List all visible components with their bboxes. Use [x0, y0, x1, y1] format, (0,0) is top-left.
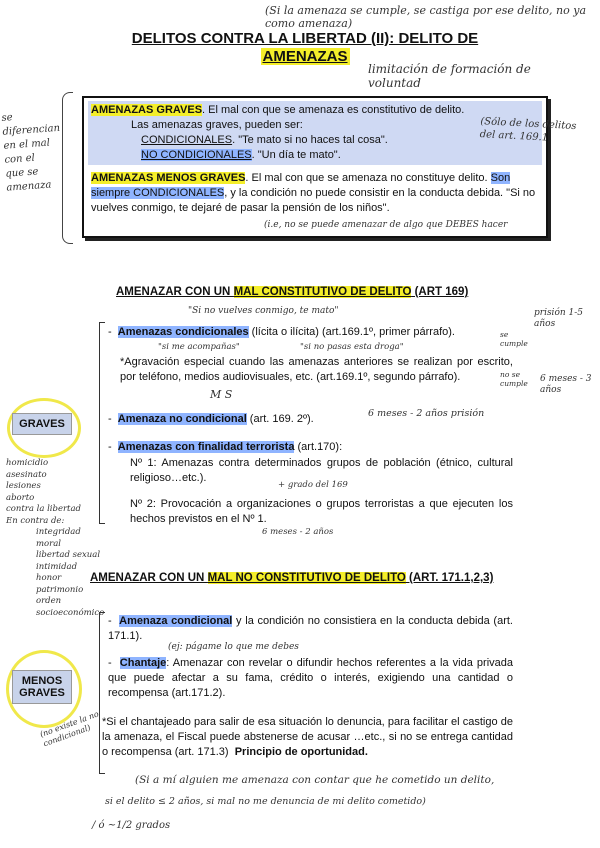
lista-item-4: contra la libertad — [6, 504, 81, 514]
box-menos-graves — [91, 171, 541, 216]
handwritten-ms: M S — [210, 388, 233, 401]
terrorista-n1: Nº 1: Amenazas contra determinados grupos de población (étnico, cultural religioso…etc.). — [130, 457, 513, 484]
handwritten-prision: prisión 1-5 años — [534, 308, 584, 329]
menos-item-2-heading: Chantaje — [119, 657, 167, 669]
section2-prefix: AMENAZAR CON UN — [90, 572, 208, 584]
handwritten-final-3: / ó ~1/2 grados — [92, 820, 171, 831]
title-line1: DELITOS CONTRA LA LIBERTAD (II): DELITO DE — [131, 30, 479, 47]
no-condicionales-line — [91, 148, 541, 163]
menos-nota-text: *Si el chantajeado para salir de esa situación lo denuncia, para facilitar el castigo de la amenaza, el Fiscal puede abstenerse de acusar …etc., si no se entrega cantidad o recompensa (art. 171.3) — [102, 716, 513, 758]
lista-item-6: integridad moral — [36, 527, 81, 549]
graves-label-box: GRAVES — [12, 413, 72, 435]
page-title — [95, 30, 515, 66]
section1-prefix: AMENAZAR CON UN — [116, 286, 234, 298]
amenazas-summary-box — [82, 96, 548, 238]
handwritten-no-se-cumple: no se cumple — [500, 370, 528, 388]
terrorista-n2: Nº 2: Provocación a organizaciones o grupos terroristas a que ejecuten los hechos previstos en el Nº 1. — [130, 498, 513, 525]
menos-item-1-heading: Amenaza condicional — [119, 615, 233, 627]
handwritten-no-existe: (no existe la no condicional) — [38, 709, 100, 749]
puede-ser: Las amenazas graves, pueden ser: — [131, 119, 303, 131]
graves-item-3-text: (art.170): — [294, 441, 343, 453]
handwritten-seis-meses-prision: 6 meses - 2 años prisión — [368, 408, 485, 419]
menos-text-2: , y la condición no puede consistir en la conducta debida. "Si no vuelves conmigo, te dejaré de pasar la pensión de los niños". — [91, 187, 536, 214]
menos-nota — [102, 715, 513, 760]
lista-item-2: lesiones — [6, 481, 41, 491]
handwritten-ie: (i.e, no se puede amenazar de algo que DEBES hacer — [264, 220, 508, 230]
menos-text-1: . El mal con que se amenaza no constituye delito. — [245, 172, 491, 184]
graves-text: . El mal con que se amenaza es constitutivo de delito. — [202, 104, 465, 116]
handwritten-si-no-vuelves: "Si no vuelves conmigo, te mato" — [188, 306, 339, 316]
box-graves-line — [91, 103, 541, 118]
no-condicionales-text: . "Un día te mato". — [251, 149, 341, 161]
lista-item-3: aborto — [6, 492, 35, 503]
handwritten-si-no-pasas: "si no pasas esta droga" — [300, 342, 404, 352]
menos-graves-label-box: MENOS GRAVES — [12, 670, 72, 704]
graves-item-3: - Amenazas con finalidad terrorista (art.170): — [108, 441, 343, 453]
lista-item-5: En contra de: — [6, 515, 65, 526]
menos-item-1-text: y la condición no consistiera en la conducta debida (art. 171.1). — [108, 615, 513, 642]
section2-highlight: MAL NO CONSTITUTIVO DE DELITO — [207, 572, 406, 584]
handwritten-seis-meses-2: 6 meses - 2 años — [262, 527, 334, 537]
menos-item-2-text: : Amenazar con revelar o difundir hechos referentes a la vida privada que puede afectar a su fama, crédito o interés, exigiendo una cantidad o recompensa (art.171.2). — [108, 657, 513, 699]
graves-item-2-heading: Amenaza no condicional — [117, 413, 247, 425]
curly-brace-left — [62, 92, 73, 244]
handwritten-grado-169: + grado del 169 — [278, 480, 348, 490]
lista-item-10: patrimonio — [36, 584, 84, 595]
menos-item-1: - Amenaza condicional y la condición no consistiera en la conducta debida (art. 171.1). — [108, 615, 513, 642]
handwritten-se-diferencian: se diferencian en el mal con el que se amenaza — [1, 112, 61, 194]
handwritten-note-top: (Si la amenaza se cumple, se castiga por ese delito, no ya como amenaza) — [265, 4, 587, 30]
handwritten-final-1: (Si a mí alguien me amenaza con contar que he cometido un delito, — [135, 774, 495, 786]
agravacion-text: *Agravación especial cuando las amenazas anteriores se realizan por escrito, por teléfono, medios audiovisuales, etc. (art.169.1º, segundo párrafo). — [120, 356, 513, 383]
section-constitutivo-title — [116, 286, 496, 298]
handwritten-limitacion: limitación de formación de voluntad — [368, 62, 531, 90]
lista-item-9: honor — [36, 573, 62, 583]
handwritten-final-2: si el delito ≤ 2 años, si mal no me denuncia de mi delito cometido) — [105, 796, 426, 807]
handwritten-se-cumple: se cumple — [500, 330, 528, 348]
section2-art: (ART. 171.1,2,3) — [405, 572, 494, 584]
handwritten-pagame: (ej: págame lo que me debes — [168, 642, 299, 652]
condicionales-text: . "Te mato si no haces tal cosa". — [232, 134, 388, 146]
no-condicionales-label: NO CONDICIONALES — [141, 149, 252, 161]
condicionales-line — [91, 133, 541, 148]
graves-label: AMENAZAS GRAVES — [91, 104, 203, 116]
graves-item-2-text: (art. 169. 2º). — [246, 413, 314, 425]
lista-item-11: orden socioeconómico — [36, 596, 105, 618]
lista-item-1: asesinato — [6, 469, 47, 480]
handwritten-solo-delitos: (Sólo de los delitos del art. 169.1 — [479, 116, 577, 144]
graves-item-1: - Amenazas condicionales (lícita o ilícita) (art.169.1º, primer párrafo). — [108, 326, 455, 338]
menos-item-2: - Chantaje: Amenazar con revelar o difundir hechos referentes a la vida privada que puede afectar a su fama, crédito o interés, exigiendo una cantidad o recompensa (art.171.2). — [108, 657, 513, 699]
lista-item-8: intimidad — [36, 561, 78, 572]
principio-oportunidad: Principio de oportunidad. — [234, 746, 368, 758]
graves-item-1-text: (lícita o ilícita) (art.169.1º, primer párrafo). — [248, 326, 455, 338]
section1-highlight: MAL CONSTITUTIVO DE DELITO — [233, 286, 412, 298]
graves-item-3-heading: Amenazas con finalidad terrorista — [117, 441, 295, 453]
graves-item-2: - Amenaza no condicional (art. 169. 2º). — [108, 413, 314, 425]
condicionales-label: CONDICIONALES — [141, 134, 233, 146]
menos-graves-label: AMENAZAS MENOS GRAVES — [91, 172, 246, 184]
lista-item-0: homicidio — [6, 458, 49, 468]
menos-highlight: Son siempre CONDICIONALES — [91, 172, 511, 199]
graves-item-1-heading: Amenazas condicionales — [117, 326, 249, 338]
handwritten-offense-list — [6, 458, 106, 619]
title-line2: AMENAZAS — [262, 48, 348, 65]
handwritten-seis-meses: 6 meses - 3 años — [540, 374, 592, 395]
section-no-constitutivo-title — [90, 572, 520, 584]
handwritten-si-me-acompanas: "si me acompañas" — [158, 342, 240, 352]
lista-item-7: libertad sexual — [36, 550, 101, 560]
section1-art: (ART 169) — [411, 286, 469, 298]
